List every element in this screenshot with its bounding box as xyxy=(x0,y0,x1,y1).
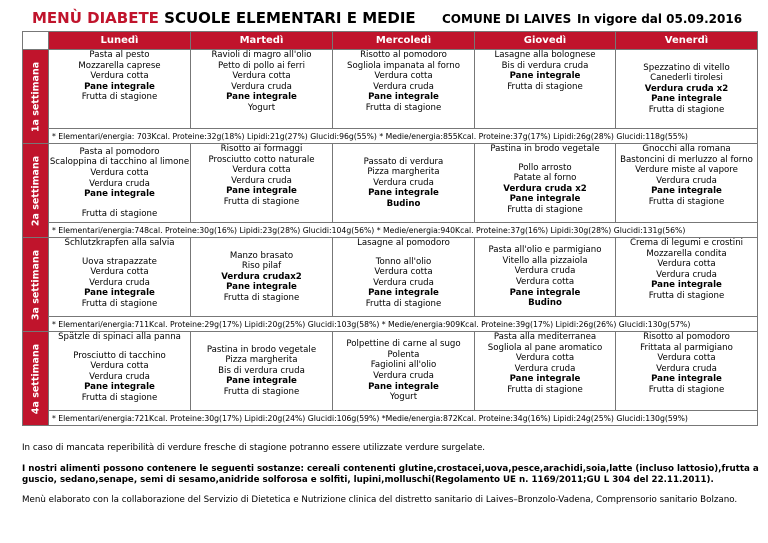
menu-item: Verdura cotta xyxy=(374,267,433,278)
menu-item: Frutta di stagione xyxy=(365,102,442,113)
corner-cell xyxy=(23,32,49,50)
menu-item: Pane integrale xyxy=(368,381,439,392)
menu-cell-w1-friday xyxy=(616,50,758,129)
menu-cell-w2-tuesday xyxy=(191,144,333,223)
menu-cell-w4-tuesday xyxy=(191,332,333,411)
menu-item: Pane integrale xyxy=(226,92,297,103)
menu-item: Frutta di stagione xyxy=(648,384,725,395)
menu-cell-w1-wednesday xyxy=(333,50,475,129)
menu-item: Pane integrale xyxy=(84,81,155,92)
menu-item: Frutta di stagione xyxy=(648,290,725,301)
nutrition-note: * Elementari/energia:711Kcal. Proteine:29g(17%) Lipidi:20g(25%) Glucidi:103g(58%) * Medie/energia:909Kcal. Proteine:39g(17%) Lipidi:26g(26%) Glucidi:130g(57%) xyxy=(49,317,758,332)
menu-item: Verdura cruda xyxy=(514,266,576,277)
menu-item: Pasta al pomodoro xyxy=(79,146,160,157)
menu-item: Pasta all'olio e parmigiano xyxy=(488,245,602,256)
menu-cell-w4-friday xyxy=(616,332,758,411)
menu-item: Pane integrale xyxy=(368,288,439,299)
menu-item: Sogliola al pane aromatico xyxy=(487,342,603,353)
menu-item: Verdura cruda xyxy=(89,277,150,288)
menu-item: Pane integrale xyxy=(509,194,581,205)
menu-item: Pasta alla mediterranea xyxy=(493,332,597,342)
menu-item: Verdura cotta xyxy=(90,267,149,278)
menu-item: Frutta di stagione xyxy=(507,81,583,92)
menu-item: Verdura cruda xyxy=(89,371,150,382)
week-label-cell xyxy=(23,50,49,144)
menu-item: Lasagne al pomodoro xyxy=(357,238,450,248)
menu-item: Pane integrale xyxy=(84,288,155,299)
menu-item: Crema di legumi e crostini xyxy=(629,238,744,248)
menu-item: Verdura cotta xyxy=(90,167,149,178)
menu-item: Prosciutto cotto naturale xyxy=(208,154,315,165)
menu-item: Frutta di stagione xyxy=(81,298,158,309)
menu-item: Bis di verdura cruda xyxy=(501,60,589,71)
menu-item: Frutta di stagione xyxy=(81,208,158,219)
menu-item: Bastoncini di merluzzo al forno xyxy=(620,154,753,165)
menu-item: Pizza margherita xyxy=(225,355,298,366)
menu-item: Yogurt xyxy=(247,102,276,113)
day-header-friday: Venerdì xyxy=(616,32,758,50)
menu-item: Pane integrale xyxy=(651,374,722,385)
page-title xyxy=(32,9,416,27)
menu-item: Spezzatino di vitello xyxy=(643,62,730,73)
menu-item: Verdura cruda xyxy=(514,363,576,374)
menu-item: Frutta di stagione xyxy=(648,104,725,115)
menu-cell-w1-thursday xyxy=(475,50,616,129)
menu-item: Verdura cotta xyxy=(374,71,433,82)
menu-item: Frittata al parmigiano xyxy=(640,342,733,353)
menu-item: Pane integrale xyxy=(226,186,297,197)
week-row xyxy=(23,144,758,223)
menu-item: Bis di verdura cruda xyxy=(218,365,305,376)
menu-item: Pane integrale xyxy=(651,280,722,291)
menu-item: Frutta di stagione xyxy=(648,196,725,207)
week-label-cell xyxy=(23,238,49,332)
menu-item: Frutta di stagione xyxy=(223,196,300,207)
menu-item: Frutta di stagione xyxy=(81,392,158,403)
menu-item: Pastina in brodo vegetale xyxy=(490,144,600,154)
menu-item: Fagiolini all'olio xyxy=(370,360,437,371)
menu-item: Passato di verdura xyxy=(363,156,444,167)
menu-item: Pane integrale xyxy=(651,186,722,197)
menu-item: Pane integrale xyxy=(509,71,581,82)
menu-item: Verdura cruda xyxy=(373,81,434,92)
menu-item: Pane integrale xyxy=(368,188,439,199)
day-header-wednesday: Mercoledì xyxy=(333,32,475,50)
menu-item: Frutta di stagione xyxy=(81,92,158,103)
menu-item: Verdura cotta xyxy=(515,353,575,364)
menu-item: Scaloppina di tacchino al limone xyxy=(49,157,190,168)
menu-item: Spätzle di spinaci alla panna xyxy=(58,332,181,342)
menu-item: Verdura cruda xyxy=(656,269,717,280)
menu-item: Mozzarella condita xyxy=(646,248,727,259)
menu-item: Sogliola impanata al forno xyxy=(347,60,460,71)
menu-cell-w3-monday xyxy=(49,238,191,317)
substitution-note: In caso di mancata reperibilità di verdure fresche di stagione potranno essere utilizzate verdure surgelate. xyxy=(22,443,486,453)
week-label-cell xyxy=(23,332,49,426)
menu-item: Tonno all'olio xyxy=(375,256,432,267)
menu-cell-w3-tuesday xyxy=(191,238,333,317)
menu-item: Lasagne alla bolognese xyxy=(494,50,596,60)
menu-item: Verdura cruda xyxy=(373,177,434,188)
page-header xyxy=(0,0,768,30)
menu-item: Pane integrale xyxy=(509,287,581,298)
menu-cell-w3-wednesday xyxy=(333,238,475,317)
week-label: 4a settimana xyxy=(30,343,41,414)
menu-item: Verdura cruda xyxy=(373,371,434,381)
menu-item: Pane integrale xyxy=(84,189,155,200)
week-label-cell xyxy=(23,144,49,238)
week-label: 3a settimana xyxy=(30,249,41,320)
menu-cell-w1-monday xyxy=(49,50,191,129)
menu-item: Uova strapazzate xyxy=(82,256,157,267)
menu-cell-w4-wednesday xyxy=(333,332,475,411)
week-label: 1a settimana xyxy=(30,61,41,132)
week-row xyxy=(23,332,758,411)
title-menu-diabete: MENÙ DIABETE xyxy=(32,9,159,27)
comune-label: COMUNE DI LAIVES xyxy=(442,12,572,26)
nutrition-note: * Elementari/energia: 703Kcal. Proteine:32g(18%) Lipidi:21g(27%) Glucidi:96g(55%) * Medie/energia:855Kcal. Proteine:37g(17%) Lipidi:26g(28%) Glucidi:118g(55%) xyxy=(49,129,758,144)
menu-item: Ravioli di magro all'olio xyxy=(211,50,312,60)
menu-item: Verdura cotta xyxy=(232,71,291,82)
menu-cell-w3-friday xyxy=(616,238,758,317)
nutrition-note: * Elementari/energia:748cal. Proteine:30g(16%) Lipidi:23g(28%) Glucidi:104g(56%) * Medie/energia:940Kcal. Proteine:37g(16%) Lipidi:30g(28%) Glucidi:131g(56%) xyxy=(49,223,758,238)
menu-cell-w2-monday xyxy=(49,144,191,223)
menu-cell-w1-tuesday xyxy=(191,50,333,129)
menu-item: Verdura cotta xyxy=(90,71,149,82)
menu-item: Verdure miste al vapore xyxy=(635,165,738,176)
menu-item: Budino xyxy=(528,298,562,309)
week-row xyxy=(23,238,758,317)
menu-cell-w2-friday xyxy=(616,144,758,223)
menu-item: Polpettine di carne al sugo xyxy=(346,339,461,350)
menu-item: Verdura cruda xyxy=(231,81,292,92)
menu-item: Frutta di stagione xyxy=(507,384,583,395)
credits-note: Menù elaborato con la collaborazione del Servizio di Dietetica e Nutrizione clinica del distretto sanitario di Laives–Bronzolo-Vadena, Comprensorio sanitario Bolzano. xyxy=(22,495,738,505)
menu-item: Pane integrale xyxy=(509,374,581,385)
validity-date: In vigore dal 05.09.2016 xyxy=(577,12,743,26)
menu-item: Petto di pollo ai ferri xyxy=(218,60,305,71)
menu-item: Risotto al pomodoro xyxy=(643,332,730,342)
menu-item: Verdura cotta xyxy=(657,353,716,364)
menu-cell-w2-thursday xyxy=(475,144,616,223)
menu-table xyxy=(22,31,758,426)
footer xyxy=(22,443,762,506)
day-header-tuesday: Martedì xyxy=(191,32,333,50)
menu-item: Frutta di stagione xyxy=(365,298,442,309)
menu-item: Mozzarella caprese xyxy=(78,60,161,71)
menu-item: Gnocchi alla romana xyxy=(642,144,731,154)
menu-item: Pastina in brodo vegetale xyxy=(206,344,317,355)
menu-item: Budino xyxy=(386,198,421,209)
menu-item: Vitello alla pizzaiola xyxy=(502,255,588,266)
menu-item: Verdura cruda xyxy=(656,363,717,374)
menu-item: Verdura crudax2 xyxy=(221,271,302,282)
menu-item: Pollo arrosto xyxy=(518,162,572,173)
menu-item: Risotto ai formaggi xyxy=(220,144,303,154)
nutrition-note: * Elementari/energia:721Kcal. Proteine:30g(17%) Lipidi:20g(24%) Glucidi:106g(59%) *Medie/energia:872Kcal. Proteine:34g(16%) Lipidi:24g(25%) Glucidi:130g(59%) xyxy=(49,411,758,426)
menu-cell-w4-monday xyxy=(49,332,191,411)
week-row xyxy=(23,50,758,129)
week-label: 2a settimana xyxy=(30,155,41,226)
menu-item: Verdura cotta xyxy=(515,277,575,287)
menu-item: Pasta al pesto xyxy=(89,50,150,60)
menu-item: Risotto al pomodoro xyxy=(360,50,447,60)
menu-item: Pane integrale xyxy=(368,92,439,103)
menu-item: Verdura cruda xyxy=(89,178,150,189)
menu-item: Pizza margherita xyxy=(367,167,440,178)
title-scuole: SCUOLE ELEMENTARI E MEDIE xyxy=(158,9,416,27)
menu-item: Pane integrale xyxy=(226,376,297,387)
menu-item: Verdura cotta xyxy=(90,361,149,372)
menu-item: Manzo brasato xyxy=(229,250,294,261)
menu-item: Prosciutto di tacchino xyxy=(73,350,166,361)
menu-item: Canederli tirolesi xyxy=(650,73,723,84)
menu-cell-w3-thursday xyxy=(475,238,616,317)
day-header-thursday: Giovedì xyxy=(475,32,616,50)
menu-item: Frutta di stagione xyxy=(507,204,583,215)
menu-cell-w2-wednesday xyxy=(333,144,475,223)
menu-item: Verdura cruda x2 xyxy=(644,83,729,94)
menu-item: Frutta di stagione xyxy=(223,292,300,303)
menu-item: Verdura cruda x2 xyxy=(503,183,587,194)
menu-item: Verdura cotta xyxy=(657,259,716,270)
menu-item: Verdura cruda xyxy=(373,277,434,288)
menu-item: Pane integrale xyxy=(651,94,722,105)
menu-item: Verdura cruda xyxy=(656,175,717,186)
menu-cell-w4-thursday xyxy=(475,332,616,411)
menu-item: Pane integrale xyxy=(84,382,155,393)
day-header-monday: Lunedì xyxy=(49,32,191,50)
menu-item: Riso pilaf xyxy=(241,261,282,272)
menu-item: Polenta xyxy=(387,349,420,360)
menu-grid xyxy=(22,31,757,426)
menu-item: Schlutzkrapfen alla salvia xyxy=(64,238,175,248)
menu-item: Patate al forno xyxy=(513,173,577,184)
menu-item: Yogurt xyxy=(389,392,418,403)
menu-item: Verdura cotta xyxy=(232,165,291,176)
menu-item: Pane integrale xyxy=(226,282,297,293)
menu-item: Verdura cruda xyxy=(231,175,292,186)
allergen-note: I nostri alimenti possono contenere le seguenti sostanze: cereali contenenti glutine,crostacei,uova,pesce,arachidi,soia,latte (incluso lattosio),frutta a guscio, sedano,senape, semi di sesamo,anidride solforosa e solfiti, lupini,molluschi(Regolamento UE n. 1169/2011;GU L 304 del 22.11.2011). xyxy=(22,464,759,485)
menu-item: Frutta di stagione xyxy=(223,386,300,397)
